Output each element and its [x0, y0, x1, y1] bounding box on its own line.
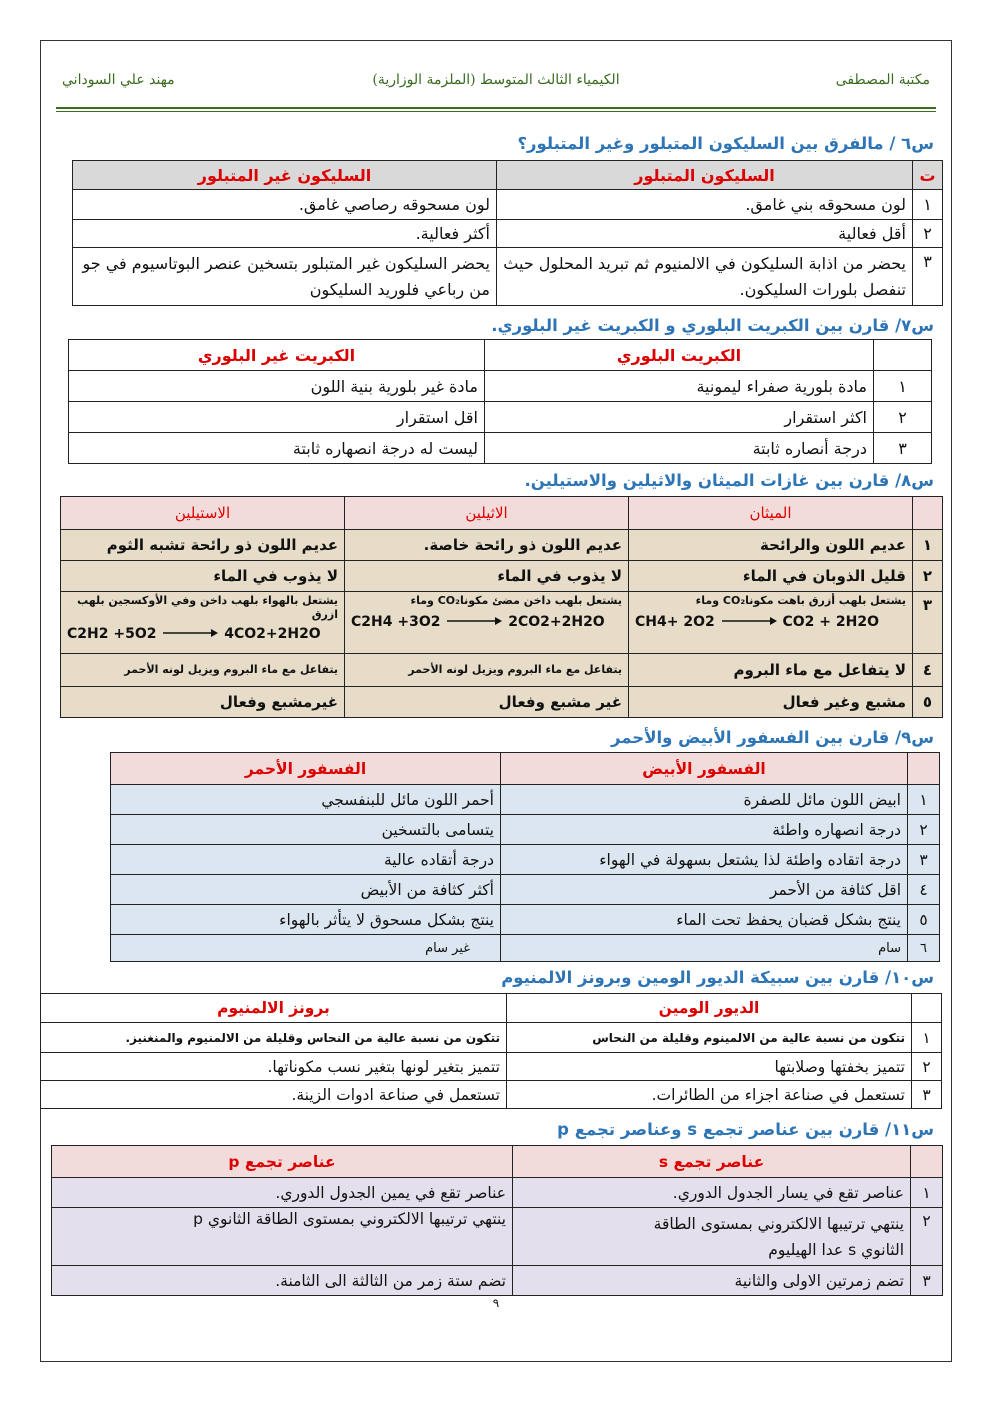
q11-col-s-block: عناصر تجمع s — [513, 1146, 911, 1178]
table-cell: درجة اتقاده واطئة لذا يشتعل بسهولة في الهواء — [501, 845, 908, 875]
arrow-icon — [720, 616, 778, 626]
table-cell: تضم زمرتين الاولى والثانية — [513, 1266, 911, 1296]
table-row — [52, 1178, 943, 1208]
table-cell: يحضر السليكون غير المتبلور بتسخين عنصر البوتاسيوم في جو من رباعي فلوريد السليكون — [73, 248, 497, 306]
row-number: ١ — [913, 190, 943, 220]
q9-header-row — [111, 753, 940, 785]
q6-col-amorphous: السليكون غير المتبلور — [73, 161, 497, 190]
table-cell: ينتج بشكل مسحوق لا يتأثر بالهواء — [111, 905, 501, 935]
header-author: مهند علي السوداني — [62, 72, 175, 88]
arrow-icon — [445, 616, 503, 626]
equation-products: CO2 + 2H2O — [782, 614, 879, 630]
row-number: ٢ — [912, 1053, 942, 1081]
equation — [351, 614, 622, 630]
cell-text: يشتعل بلهب داخن مضئ مكوناCO₂ وماء — [410, 594, 622, 607]
table-cell: أقل فعالية — [497, 220, 913, 248]
q8-title: س٨/ قارن بين غازات الميثان والاثيلين والاستيلين. — [524, 471, 934, 490]
row-number: ١ — [911, 1178, 943, 1208]
table-row — [73, 190, 943, 220]
q7-col-amorphous: الكبريت غير البلوري — [69, 340, 485, 371]
table-cell: يتفاعل مع ماء البروم ويزيل لونه الأحمر — [61, 654, 345, 687]
table-cell: ليست له درجة انصهاره ثابتة — [69, 433, 485, 464]
table-cell: عديم اللون والرائحة — [629, 530, 913, 561]
table-cell: اكثر استقرار — [485, 402, 874, 433]
q8-col-ethylene: الاثيلين — [345, 497, 629, 530]
table-row — [69, 371, 932, 402]
cell-text: يشتعل بلهب أزرق باهت مكوناCO₂ وماء — [695, 594, 906, 607]
row-number: ٥ — [908, 905, 940, 935]
row-number: ٤ — [913, 654, 943, 687]
row-number: ٣ — [913, 248, 943, 306]
q10-title: س١٠/ قارن بين سبيكة الديور الومين وبرونز الالمنيوم — [501, 968, 934, 987]
q9-col-white: الفسفور الأبيض — [501, 753, 908, 785]
equation-reactants: C2H4 +3O2 — [351, 614, 441, 630]
arrow-icon — [161, 628, 219, 638]
table-cell: يتفاعل مع ماء البروم ويزيل لونه الأحمر — [345, 654, 629, 687]
row-number: ٢ — [911, 1208, 943, 1266]
q10-col-duralumin: الديور الومين — [507, 994, 912, 1023]
table-row — [61, 654, 943, 687]
q11-title: س١١/ قارن بين عناصر تجمع s وعناصر تجمع p — [557, 1120, 934, 1139]
row-number: ١ — [908, 785, 940, 815]
q6-title: س٦ / مالفرق بين السليكون المتبلور وغير المتبلور؟ — [517, 134, 934, 153]
header-rule — [56, 107, 936, 109]
table-row — [111, 935, 940, 962]
table-cell: تتكون من نسبة عالية من النحاس وقليلة من الالمنيوم والمنغنيز. — [41, 1023, 507, 1053]
table-cell: عديم اللون ذو رائحة تشبه الثوم — [61, 530, 345, 561]
table-row — [41, 1081, 942, 1109]
row-number: ٣ — [908, 845, 940, 875]
row-number: ١ — [913, 530, 943, 561]
row-number: ٣ — [913, 592, 943, 654]
q6-header-row — [73, 161, 943, 190]
table-row — [61, 592, 943, 654]
row-number: ١ — [874, 371, 932, 402]
header-rule-thin — [56, 111, 936, 112]
table-cell: مادة غير بلورية بنية اللون — [69, 371, 485, 402]
table-cell — [629, 592, 913, 654]
row-number: ٦ — [908, 935, 940, 962]
q8-header-row — [61, 497, 943, 530]
q10-col-bronze: برونز الالمنيوم — [41, 994, 507, 1023]
table-cell: عديم اللون ذو رائحة خاصة. — [345, 530, 629, 561]
row-number: ٢ — [913, 561, 943, 592]
q11-table — [51, 1145, 943, 1296]
equation-reactants: CH4+ 2O2 — [635, 614, 715, 630]
q9-table — [110, 752, 940, 962]
table-row — [69, 433, 932, 464]
table-cell: لون مسحوقه بني غامق. — [497, 190, 913, 220]
table-row — [61, 561, 943, 592]
q6-col-crystalline: السليكون المتبلور — [497, 161, 913, 190]
equation — [635, 614, 906, 630]
table-row — [73, 248, 943, 306]
table-cell: تتميز بخفتها وصلابتها — [507, 1053, 912, 1081]
table-row — [52, 1266, 943, 1296]
q6-table — [72, 160, 943, 306]
table-cell: لا يتفاعل مع ماء البروم — [629, 654, 913, 687]
q8-col-methane: الميثان — [629, 497, 913, 530]
table-cell: ينتج بشكل قضبان يحفظ تحت الماء — [501, 905, 908, 935]
row-number: ٤ — [908, 875, 940, 905]
table-cell: سام — [501, 935, 908, 962]
q7-header-row — [69, 340, 932, 371]
row-number: ٥ — [913, 687, 943, 718]
row-number: ٢ — [874, 402, 932, 433]
table-cell: يحضر من اذابة السليكون في الالمنيوم ثم تبريد المحلول حيث تنفصل بلورات السليكون. — [497, 248, 913, 306]
q7-table — [68, 339, 932, 464]
q8-col-num — [913, 497, 943, 530]
table-row — [111, 905, 940, 935]
table-cell: ينتهي ترتيبها الالكتروني بمستوى الطاقة الثانوي p — [52, 1208, 513, 1266]
table-cell: تضم ستة زمر من الثالثة الى الثامنة. — [52, 1266, 513, 1296]
table-row — [111, 845, 940, 875]
q7-col-num — [874, 340, 932, 371]
q9-col-num — [908, 753, 940, 785]
header-library: مكتبة المصطفى — [835, 72, 930, 88]
table-cell: درجة انصهاره واطئة — [501, 815, 908, 845]
table-row — [61, 687, 943, 718]
table-row — [111, 815, 940, 845]
table-cell: درجة أتقاده عالية — [111, 845, 501, 875]
table-cell: عناصر تقع في يمين الجدول الدوري. — [52, 1178, 513, 1208]
page-number: ٩ — [492, 1296, 500, 1310]
table-cell: لا يذوب في الماء — [61, 561, 345, 592]
table-cell: مشبع وغير فعال — [629, 687, 913, 718]
table-row — [69, 402, 932, 433]
table-cell: أكثر فعالية. — [73, 220, 497, 248]
table-cell: غير سام — [111, 935, 501, 962]
q9-col-red: الفسفور الأحمر — [111, 753, 501, 785]
table-cell — [61, 592, 345, 654]
table-cell: درجة أنصاره ثابتة — [485, 433, 874, 464]
row-number: ٢ — [913, 220, 943, 248]
equation — [67, 626, 338, 642]
row-number: ١ — [912, 1023, 942, 1053]
table-row — [73, 220, 943, 248]
table-cell: مادة بلورية صفراء ليمونية — [485, 371, 874, 402]
table-cell: ابيض اللون مائل للصفرة — [501, 785, 908, 815]
table-row — [41, 1053, 942, 1081]
table-cell: عناصر تقع في يسار الجدول الدوري. — [513, 1178, 911, 1208]
row-number: ٣ — [874, 433, 932, 464]
table-cell: أحمر اللون مائل للبنفسجي — [111, 785, 501, 815]
q9-title: س٩/ قارن بين الفسفور الأبيض والأحمر — [610, 728, 934, 747]
table-row — [61, 530, 943, 561]
q7-title: س٧/ قارن بين الكبريت البلوري و الكبريت غير البلوري. — [491, 316, 934, 335]
table-cell: تتميز بتغير لونها بتغير نسب مكوناتها. — [41, 1053, 507, 1081]
header-subject: الكيمياء الثالث المتوسط (الملزمة الوزارية) — [372, 72, 620, 88]
q10-table — [40, 993, 942, 1109]
cell-text: يشتعل بالهواء بلهب داخن وفي الأوكسجين بلهب ازرق — [77, 594, 338, 621]
q8-table — [60, 496, 943, 718]
table-cell: لا يذوب في الماء — [345, 561, 629, 592]
table-cell: اقل استقرار — [69, 402, 485, 433]
q11-col-p-block: عناصر تجمع p — [52, 1146, 513, 1178]
table-cell: قليل الذوبان في الماء — [629, 561, 913, 592]
table-cell: أكثر كثافة من الأبيض — [111, 875, 501, 905]
table-cell — [345, 592, 629, 654]
table-row — [41, 1023, 942, 1053]
row-number: ٣ — [911, 1266, 943, 1296]
row-number: ٣ — [912, 1081, 942, 1109]
table-row — [111, 875, 940, 905]
table-cell: تتكون من نسبة عالية من الالمينوم وقليلة من النحاس — [507, 1023, 912, 1053]
q7-col-crystalline: الكبريت البلوري — [485, 340, 874, 371]
table-cell: اقل كثافة من الأحمر — [501, 875, 908, 905]
q10-header-row — [41, 994, 942, 1023]
table-row — [111, 785, 940, 815]
q6-col-num: ت — [913, 161, 943, 190]
q11-col-num — [911, 1146, 943, 1178]
q11-header-row — [52, 1146, 943, 1178]
table-cell: تستعمل في صناعة اجزاء من الطائرات. — [507, 1081, 912, 1109]
table-cell: ينتهي ترتيبها الالكتروني بمستوى الطاقة الثانوي s عدا الهيليوم — [513, 1208, 911, 1266]
equation-products: 2CO2+2H2O — [508, 614, 605, 630]
equation-products: 4CO2+2H2O — [224, 626, 321, 642]
table-cell: تستعمل في صناعة ادوات الزينة. — [41, 1081, 507, 1109]
equation-reactants: C2H2 +5O2 — [67, 626, 157, 642]
table-row — [52, 1208, 943, 1266]
table-cell: غير مشبع وفعال — [345, 687, 629, 718]
q10-col-num — [912, 994, 942, 1023]
table-cell: يتسامى بالتسخين — [111, 815, 501, 845]
q8-col-acetylene: الاستيلين — [61, 497, 345, 530]
table-cell: غيرمشبع وفعال — [61, 687, 345, 718]
table-cell: لون مسحوقه رصاصي غامق. — [73, 190, 497, 220]
row-number: ٢ — [908, 815, 940, 845]
